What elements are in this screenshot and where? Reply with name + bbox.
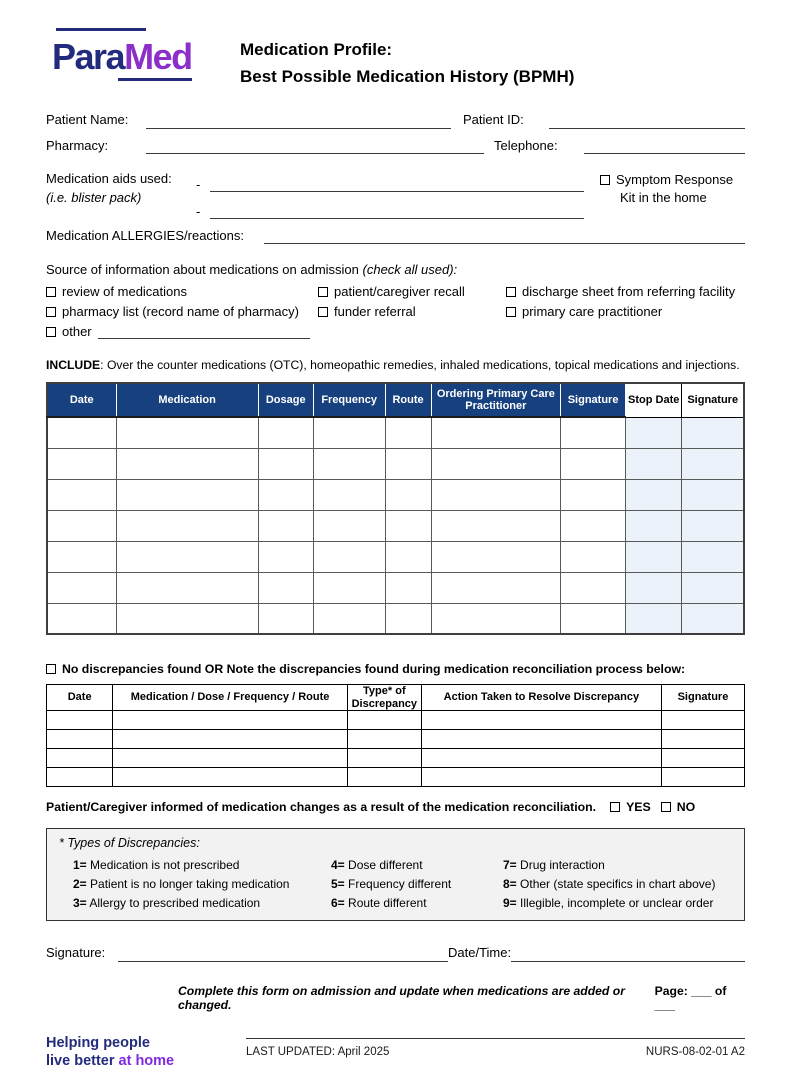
patient-name-row [46, 112, 745, 128]
dash-prefix: - [196, 203, 201, 219]
no-checkbox[interactable] [661, 802, 671, 812]
medication-table-cell[interactable] [258, 541, 313, 572]
medication-table-cell[interactable] [385, 417, 431, 448]
medication-table-cell[interactable] [561, 417, 626, 448]
datetime-input-line[interactable] [511, 947, 745, 962]
col-header-ordering-practitioner: Ordering Primary Care Practitioner [431, 383, 561, 417]
discrepancy-table-cell[interactable] [47, 768, 113, 787]
medication-table-cell[interactable] [625, 448, 681, 479]
medication-table-row [47, 510, 744, 541]
medication-table-cell[interactable] [625, 572, 681, 603]
include-note [46, 358, 745, 372]
type-text: Drug interaction [520, 858, 605, 873]
discrepancy-table-row [47, 749, 745, 768]
medication-table-cell[interactable] [625, 541, 681, 572]
type-text: Medication is not prescribed [90, 858, 240, 873]
discrepancy-table-cell[interactable] [421, 730, 661, 749]
col-header-route: Route [385, 383, 431, 417]
disc-col-header-action: Action Taken to Resolve Discrepancy [421, 685, 661, 711]
form-header [46, 26, 745, 90]
signature-input-line[interactable] [118, 947, 448, 962]
document-code: NURS-08-02-01 A2 [645, 1045, 745, 1058]
types-grid [59, 858, 732, 910]
symptom-kit-option [600, 171, 733, 219]
form-footer [46, 1034, 745, 1071]
type-text: Frequency different [348, 877, 452, 892]
option-label: primary care practitioner [522, 304, 663, 320]
medication-table-cell[interactable] [625, 417, 681, 448]
medication-table-cell[interactable] [431, 417, 561, 448]
checkbox[interactable] [46, 327, 56, 337]
medication-aids-section [46, 171, 745, 219]
medication-table-cell[interactable] [116, 448, 258, 479]
medication-table-cell[interactable] [385, 572, 431, 603]
medication-table-cell[interactable] [313, 479, 385, 510]
discrepancy-table-cell[interactable] [47, 711, 113, 730]
option-other[interactable] [46, 324, 318, 339]
type-item-1 [73, 858, 331, 872]
col-header-dosage: Dosage [258, 383, 313, 417]
type-item-7 [503, 858, 732, 872]
medication-table-cell[interactable] [682, 448, 744, 479]
medication-table-cell[interactable] [561, 510, 626, 541]
type-item-3 [73, 896, 331, 910]
no-discrepancies-text: No discrepancies found OR Note the discrepancies found during medication reconciliation process below: [62, 662, 686, 677]
medication-table-row [47, 603, 744, 634]
medication-table-cell[interactable] [561, 541, 626, 572]
medication-table-cell[interactable] [561, 448, 626, 479]
type-num: 8= [503, 877, 517, 892]
other-input-line[interactable] [98, 324, 310, 339]
discrepancy-table-row [47, 768, 745, 787]
medication-table-cell[interactable] [431, 448, 561, 479]
checkbox[interactable] [506, 307, 516, 317]
checkbox[interactable] [46, 307, 56, 317]
no-label: NO [676, 800, 696, 815]
discrepancy-table-cell[interactable] [113, 749, 348, 768]
medication-table-cell[interactable] [258, 572, 313, 603]
medication-table-cell[interactable] [258, 510, 313, 541]
discrepancy-table-cell[interactable] [113, 711, 348, 730]
logo-rule-bottom [118, 78, 192, 81]
medication-table-cell[interactable] [313, 541, 385, 572]
patient-id-label: Patient ID: [463, 112, 524, 128]
title-line-1: Medication Profile: [240, 40, 393, 59]
medication-table-cell[interactable] [47, 541, 116, 572]
medication-table-cell[interactable] [47, 572, 116, 603]
option-pharmacy-list[interactable] [46, 304, 318, 319]
types-of-discrepancies-box [46, 828, 745, 921]
type-item-8 [503, 877, 732, 891]
logo-text [52, 26, 204, 76]
option-label: patient/caregiver recall [334, 284, 465, 300]
medication-table-cell[interactable] [313, 510, 385, 541]
medication-table-cell[interactable] [47, 448, 116, 479]
medication-table-cell[interactable] [116, 572, 258, 603]
telephone-label: Telephone: [494, 137, 558, 153]
type-text: Illegible, incomplete or unclear order [520, 896, 714, 911]
medication-table-row [47, 572, 744, 603]
medication-table-cell[interactable] [116, 510, 258, 541]
option-label: funder referral [334, 304, 416, 320]
medication-aids-label: Medication aids used: [46, 170, 172, 186]
discrepancy-table-row [47, 730, 745, 749]
type-text: Route different [348, 896, 427, 911]
type-item-9 [503, 896, 732, 910]
medication-table-cell[interactable] [313, 572, 385, 603]
logo-rule-top [56, 28, 146, 31]
medication-table-cell[interactable] [625, 479, 681, 510]
type-item-5 [331, 877, 503, 891]
checkbox[interactable] [318, 287, 328, 297]
pharmacy-row [46, 138, 745, 154]
footer-divider [246, 1038, 745, 1039]
allergies-row [46, 228, 745, 244]
symptom-kit-label-line2: Kit in the home [620, 190, 707, 206]
medication-table-cell[interactable] [258, 417, 313, 448]
type-num: 6= [331, 896, 345, 911]
disc-col-header-date: Date [47, 685, 113, 711]
type-text: Patient is no longer taking medication [90, 877, 290, 892]
medication-table-cell[interactable] [47, 479, 116, 510]
discrepancy-table-cell[interactable] [347, 730, 421, 749]
checkbox[interactable] [46, 287, 56, 297]
type-num: 9= [503, 896, 517, 911]
option-review-of-medications[interactable] [46, 284, 318, 299]
col-header-stop-date: Stop Date [625, 383, 681, 417]
patient-name-input-line[interactable] [146, 114, 451, 129]
medication-table-cell[interactable] [431, 479, 561, 510]
medication-table-cell[interactable] [313, 448, 385, 479]
medication-aid-line-2 [196, 198, 584, 219]
disc-col-header-medication: Medication / Dose / Frequency / Route [113, 685, 348, 711]
page-number-label: Page: ___ of ___ [654, 983, 727, 1012]
disc-col-header-type: Type* of Discrepancy [347, 685, 421, 711]
dash-prefix: - [196, 176, 201, 192]
col-header-date: Date [47, 383, 116, 417]
source-heading-note: (check all used): [362, 262, 458, 278]
source-heading-text: Source of information about medications on admission [46, 262, 363, 278]
medication-table-cell[interactable] [385, 603, 431, 634]
medication-table-cell[interactable] [116, 603, 258, 634]
medication-table-cell[interactable] [385, 448, 431, 479]
brand-tagline [46, 1034, 232, 1071]
discrepancy-table-cell[interactable] [661, 768, 744, 787]
medication-table-cell[interactable] [561, 479, 626, 510]
medication-table-cell[interactable] [47, 417, 116, 448]
medication-table-cell[interactable] [313, 417, 385, 448]
type-item-6 [331, 896, 503, 910]
medication-table-cell[interactable] [682, 603, 744, 634]
medication-table-row [47, 541, 744, 572]
symptom-kit-checkbox[interactable] [600, 175, 610, 185]
medication-table-cell[interactable] [385, 541, 431, 572]
no-discrepancies-checkbox[interactable] [46, 664, 56, 674]
discrepancy-table-cell[interactable] [113, 730, 348, 749]
medication-table-row [47, 448, 744, 479]
type-num: 4= [331, 858, 345, 873]
option-label: review of medications [62, 284, 187, 300]
option-label: pharmacy list (record name of pharmacy) [62, 304, 299, 320]
include-lead: INCLUDE [46, 358, 101, 373]
medication-table-cell[interactable] [431, 603, 561, 634]
discrepancy-table-row [47, 711, 745, 730]
medication-table-cell[interactable] [258, 603, 313, 634]
medication-aid-input-line-1[interactable] [210, 177, 584, 192]
medication-table-cell[interactable] [385, 479, 431, 510]
discrepancy-table-cell[interactable] [347, 768, 421, 787]
medication-table-cell[interactable] [625, 603, 681, 634]
pharmacy-label: Pharmacy: [46, 137, 109, 153]
informed-line [46, 800, 745, 814]
checkbox[interactable] [506, 287, 516, 297]
telephone-input-line[interactable] [584, 139, 745, 154]
completion-note-row [46, 984, 745, 1012]
type-text: Dose different [348, 858, 423, 873]
medication-table-cell[interactable] [625, 510, 681, 541]
paramed-logo [52, 26, 204, 76]
medication-table-cell[interactable] [258, 448, 313, 479]
discrepancy-table-header-row [47, 685, 745, 711]
medication-table-cell[interactable] [682, 510, 744, 541]
medication-table-cell[interactable] [116, 541, 258, 572]
option-funder-referral[interactable] [318, 304, 506, 319]
allergies-input-line[interactable] [264, 229, 745, 244]
medication-table-row [47, 417, 744, 448]
type-text: Other (state specifics in chart above) [520, 877, 716, 892]
tagline-line-1: Helping people [46, 1034, 150, 1051]
medication-aids-hint: (i.e. blister pack) [46, 189, 142, 205]
patient-name-label: Patient Name: [46, 112, 129, 128]
completion-note: Complete this form on admission and update when medications are added or changed. [178, 983, 625, 1012]
type-num: 1= [73, 858, 87, 873]
yes-label: YES [626, 800, 651, 815]
medication-table-cell[interactable] [682, 479, 744, 510]
medication-table-cell[interactable] [682, 541, 744, 572]
discrepancy-table-cell[interactable] [421, 711, 661, 730]
patient-id-input-line[interactable] [549, 114, 745, 129]
last-updated-text: LAST UPDATED: April 2025 [246, 1045, 390, 1058]
source-section-heading [46, 262, 745, 277]
discrepancy-table-cell[interactable] [421, 768, 661, 787]
pharmacy-input-line[interactable] [146, 139, 484, 154]
signature-label: Signature: [46, 945, 106, 961]
tagline-line-2 [46, 1052, 232, 1071]
medication-table-cell[interactable] [431, 541, 561, 572]
source-options [46, 284, 745, 339]
medication-table-cell[interactable] [116, 417, 258, 448]
logo-part-para: Para [52, 36, 125, 77]
medication-table-header-row [47, 383, 744, 417]
discrepancy-table [46, 684, 745, 787]
medication-table-cell[interactable] [258, 479, 313, 510]
col-header-medication: Medication [116, 383, 258, 417]
no-discrepancies-line [46, 662, 745, 676]
medication-table-cell[interactable] [116, 479, 258, 510]
medication-table-cell[interactable] [561, 572, 626, 603]
include-text: : Over the counter medications (OTC), homeopathic remedies, inhaled medications, topical medications and injections. [100, 358, 740, 373]
type-item-2 [73, 877, 331, 891]
yes-checkbox[interactable] [610, 802, 620, 812]
type-num: 2= [73, 877, 87, 892]
discrepancy-table-cell[interactable] [661, 730, 744, 749]
discrepancy-table-cell[interactable] [347, 711, 421, 730]
footer-meta-row [246, 1046, 745, 1058]
option-discharge-sheet[interactable] [506, 284, 745, 299]
type-num: 3= [73, 896, 87, 911]
col-header-stop-signature: Signature [682, 383, 744, 417]
medication-aids-labels [46, 171, 196, 219]
disc-col-header-signature: Signature [661, 685, 744, 711]
medication-aid-input-line-2[interactable] [210, 204, 584, 219]
types-box-title: * Types of Discrepancies: [59, 836, 200, 851]
col-header-signature: Signature [561, 383, 626, 417]
medication-table-cell[interactable] [431, 510, 561, 541]
medication-table-cell[interactable] [682, 417, 744, 448]
symptom-kit-label-line1: Symptom Response [616, 171, 734, 187]
option-label: other [62, 324, 92, 340]
medication-table-row [47, 479, 744, 510]
title-line-2: Best Possible Medication History (BPMH) [240, 67, 575, 87]
medication-table-cell[interactable] [313, 603, 385, 634]
type-text: Allergy to prescribed medication [89, 896, 261, 911]
type-num: 7= [503, 858, 517, 873]
medication-aid-line-1 [196, 171, 584, 192]
medication-table-cell[interactable] [561, 603, 626, 634]
medication-table [46, 382, 745, 635]
footer-meta-block [246, 1034, 745, 1058]
medication-table-cell[interactable] [431, 572, 561, 603]
col-header-frequency: Frequency [313, 383, 385, 417]
discrepancy-table-cell[interactable] [421, 749, 661, 768]
option-label: discharge sheet from referring facility [522, 284, 736, 300]
discrepancy-table-cell[interactable] [47, 749, 113, 768]
medication-table-cell[interactable] [682, 572, 744, 603]
informed-text: Patient/Caregiver informed of medication changes as a result of the medication reconciliation. [46, 800, 597, 815]
checkbox[interactable] [318, 307, 328, 317]
datetime-label: Date/Time: [448, 945, 512, 961]
allergies-label: Medication ALLERGIES/reactions: [46, 227, 244, 243]
discrepancy-table-cell[interactable] [661, 711, 744, 730]
tagline-navy-part: live better [46, 1053, 119, 1070]
option-primary-care-practitioner[interactable] [506, 304, 745, 319]
medication-table-cell[interactable] [47, 603, 116, 634]
type-item-4 [331, 858, 503, 872]
page-title [240, 26, 574, 90]
medication-aids-lines [196, 171, 584, 219]
discrepancy-table-cell[interactable] [47, 730, 113, 749]
tagline-purple-part: at home [118, 1053, 175, 1070]
option-patient-caregiver-recall[interactable] [318, 284, 506, 299]
discrepancy-table-cell[interactable] [661, 749, 744, 768]
signoff-row [46, 945, 745, 961]
informed-no-option[interactable] [661, 800, 695, 814]
informed-yes-option[interactable] [610, 800, 651, 814]
medication-table-cell[interactable] [385, 510, 431, 541]
discrepancy-table-cell[interactable] [113, 768, 348, 787]
type-num: 5= [331, 877, 345, 892]
logo-part-med: Med [124, 36, 192, 77]
medication-table-cell[interactable] [47, 510, 116, 541]
discrepancy-table-cell[interactable] [347, 749, 421, 768]
